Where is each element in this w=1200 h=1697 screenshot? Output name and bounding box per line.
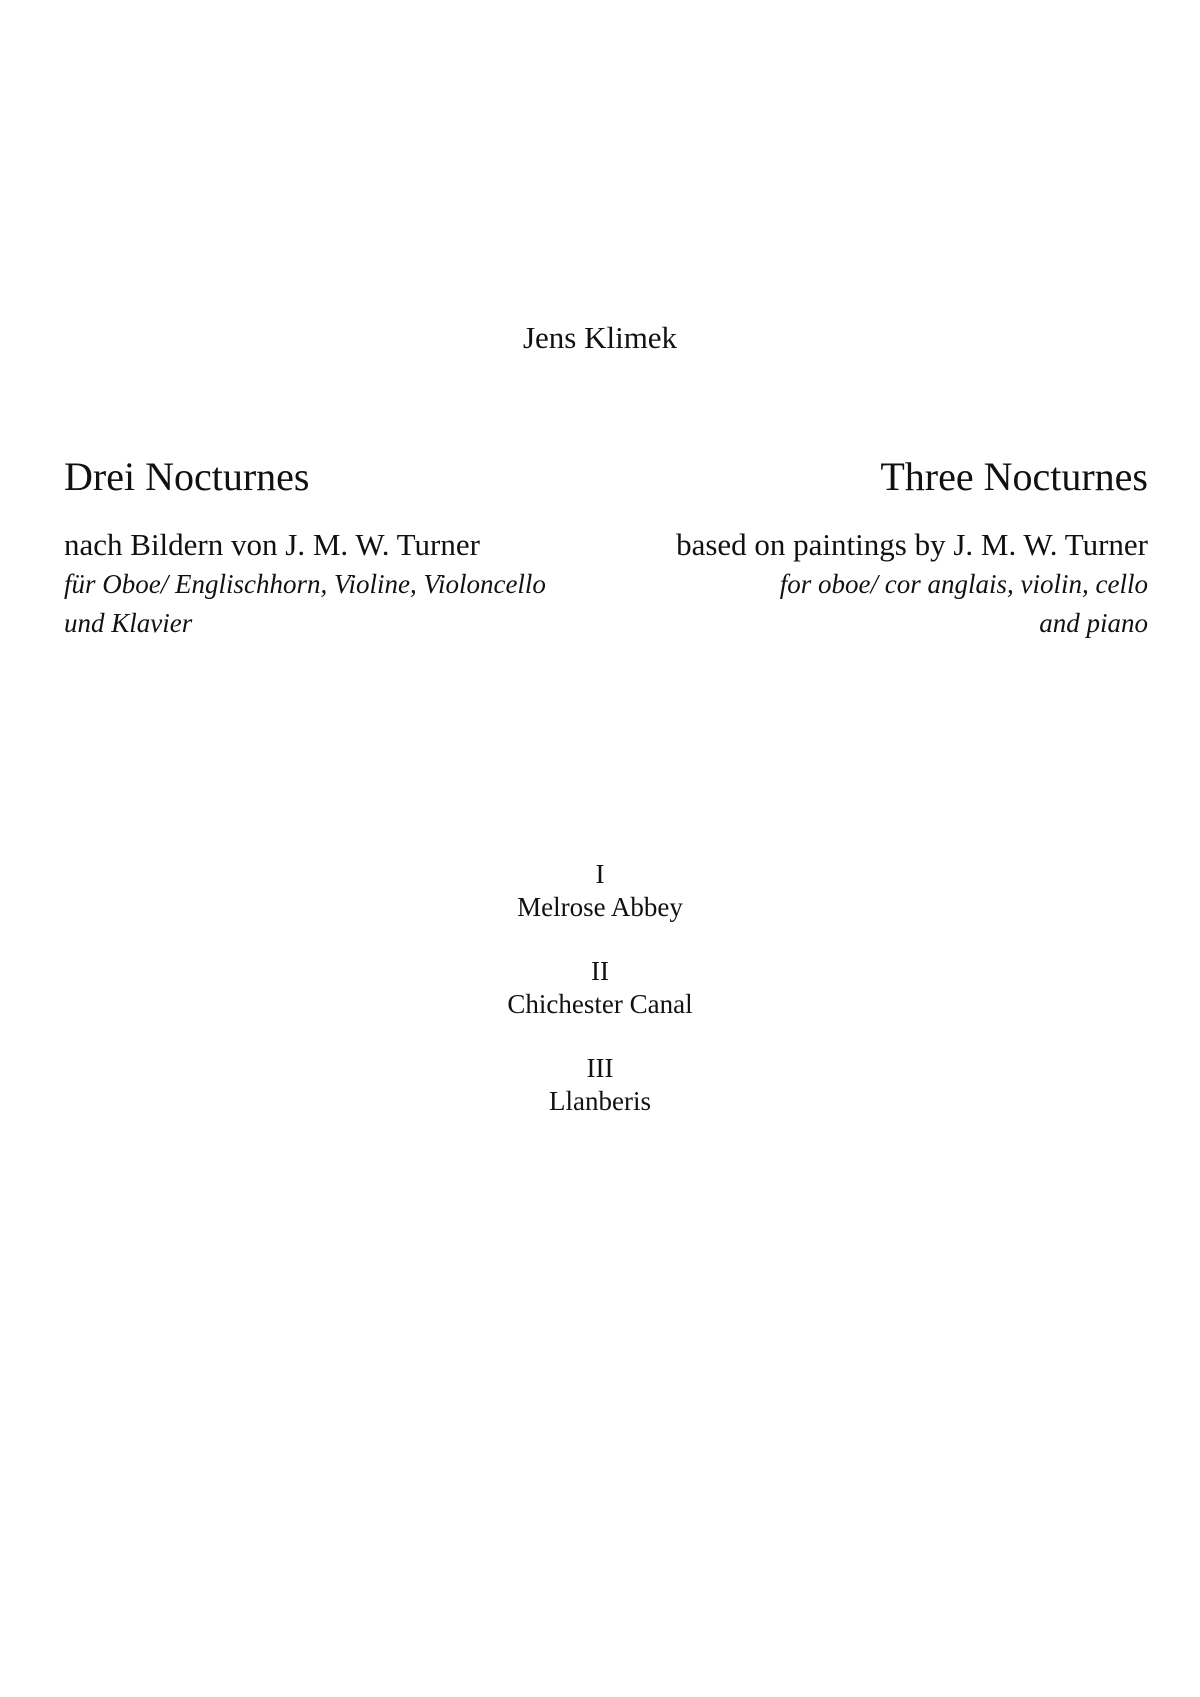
movement-title: Llanberis (549, 1086, 651, 1116)
movement-number: II (591, 956, 609, 986)
movement-item (0, 955, 1200, 1021)
movement-item (0, 1052, 1200, 1118)
german-title: Drei Nocturnes (64, 454, 310, 499)
movement-list (0, 858, 1200, 1149)
german-title-block (64, 452, 624, 643)
movement-number: III (586, 1053, 614, 1083)
movement-title: Chichester Canal (507, 989, 693, 1019)
german-subtitle: nach Bildern von J. M. W. Turner (64, 527, 480, 562)
english-scoring-line-1: for oboe/ cor anglais, violin, cello (779, 569, 1148, 599)
english-scoring-line-2: and piano (1039, 608, 1148, 638)
movement-number: I (595, 859, 605, 889)
movement-item (0, 858, 1200, 924)
english-subtitle: based on paintings by J. M. W. Turner (676, 527, 1148, 562)
english-title-block (588, 452, 1148, 643)
german-scoring-line-2: und Klavier (64, 608, 193, 638)
german-scoring-line-1: für Oboe/ Englischhorn, Violine, Violoncello (64, 569, 546, 599)
english-title: Three Nocturnes (880, 454, 1148, 499)
movement-title: Melrose Abbey (517, 892, 683, 922)
composer-name: Jens Klimek (522, 320, 678, 355)
